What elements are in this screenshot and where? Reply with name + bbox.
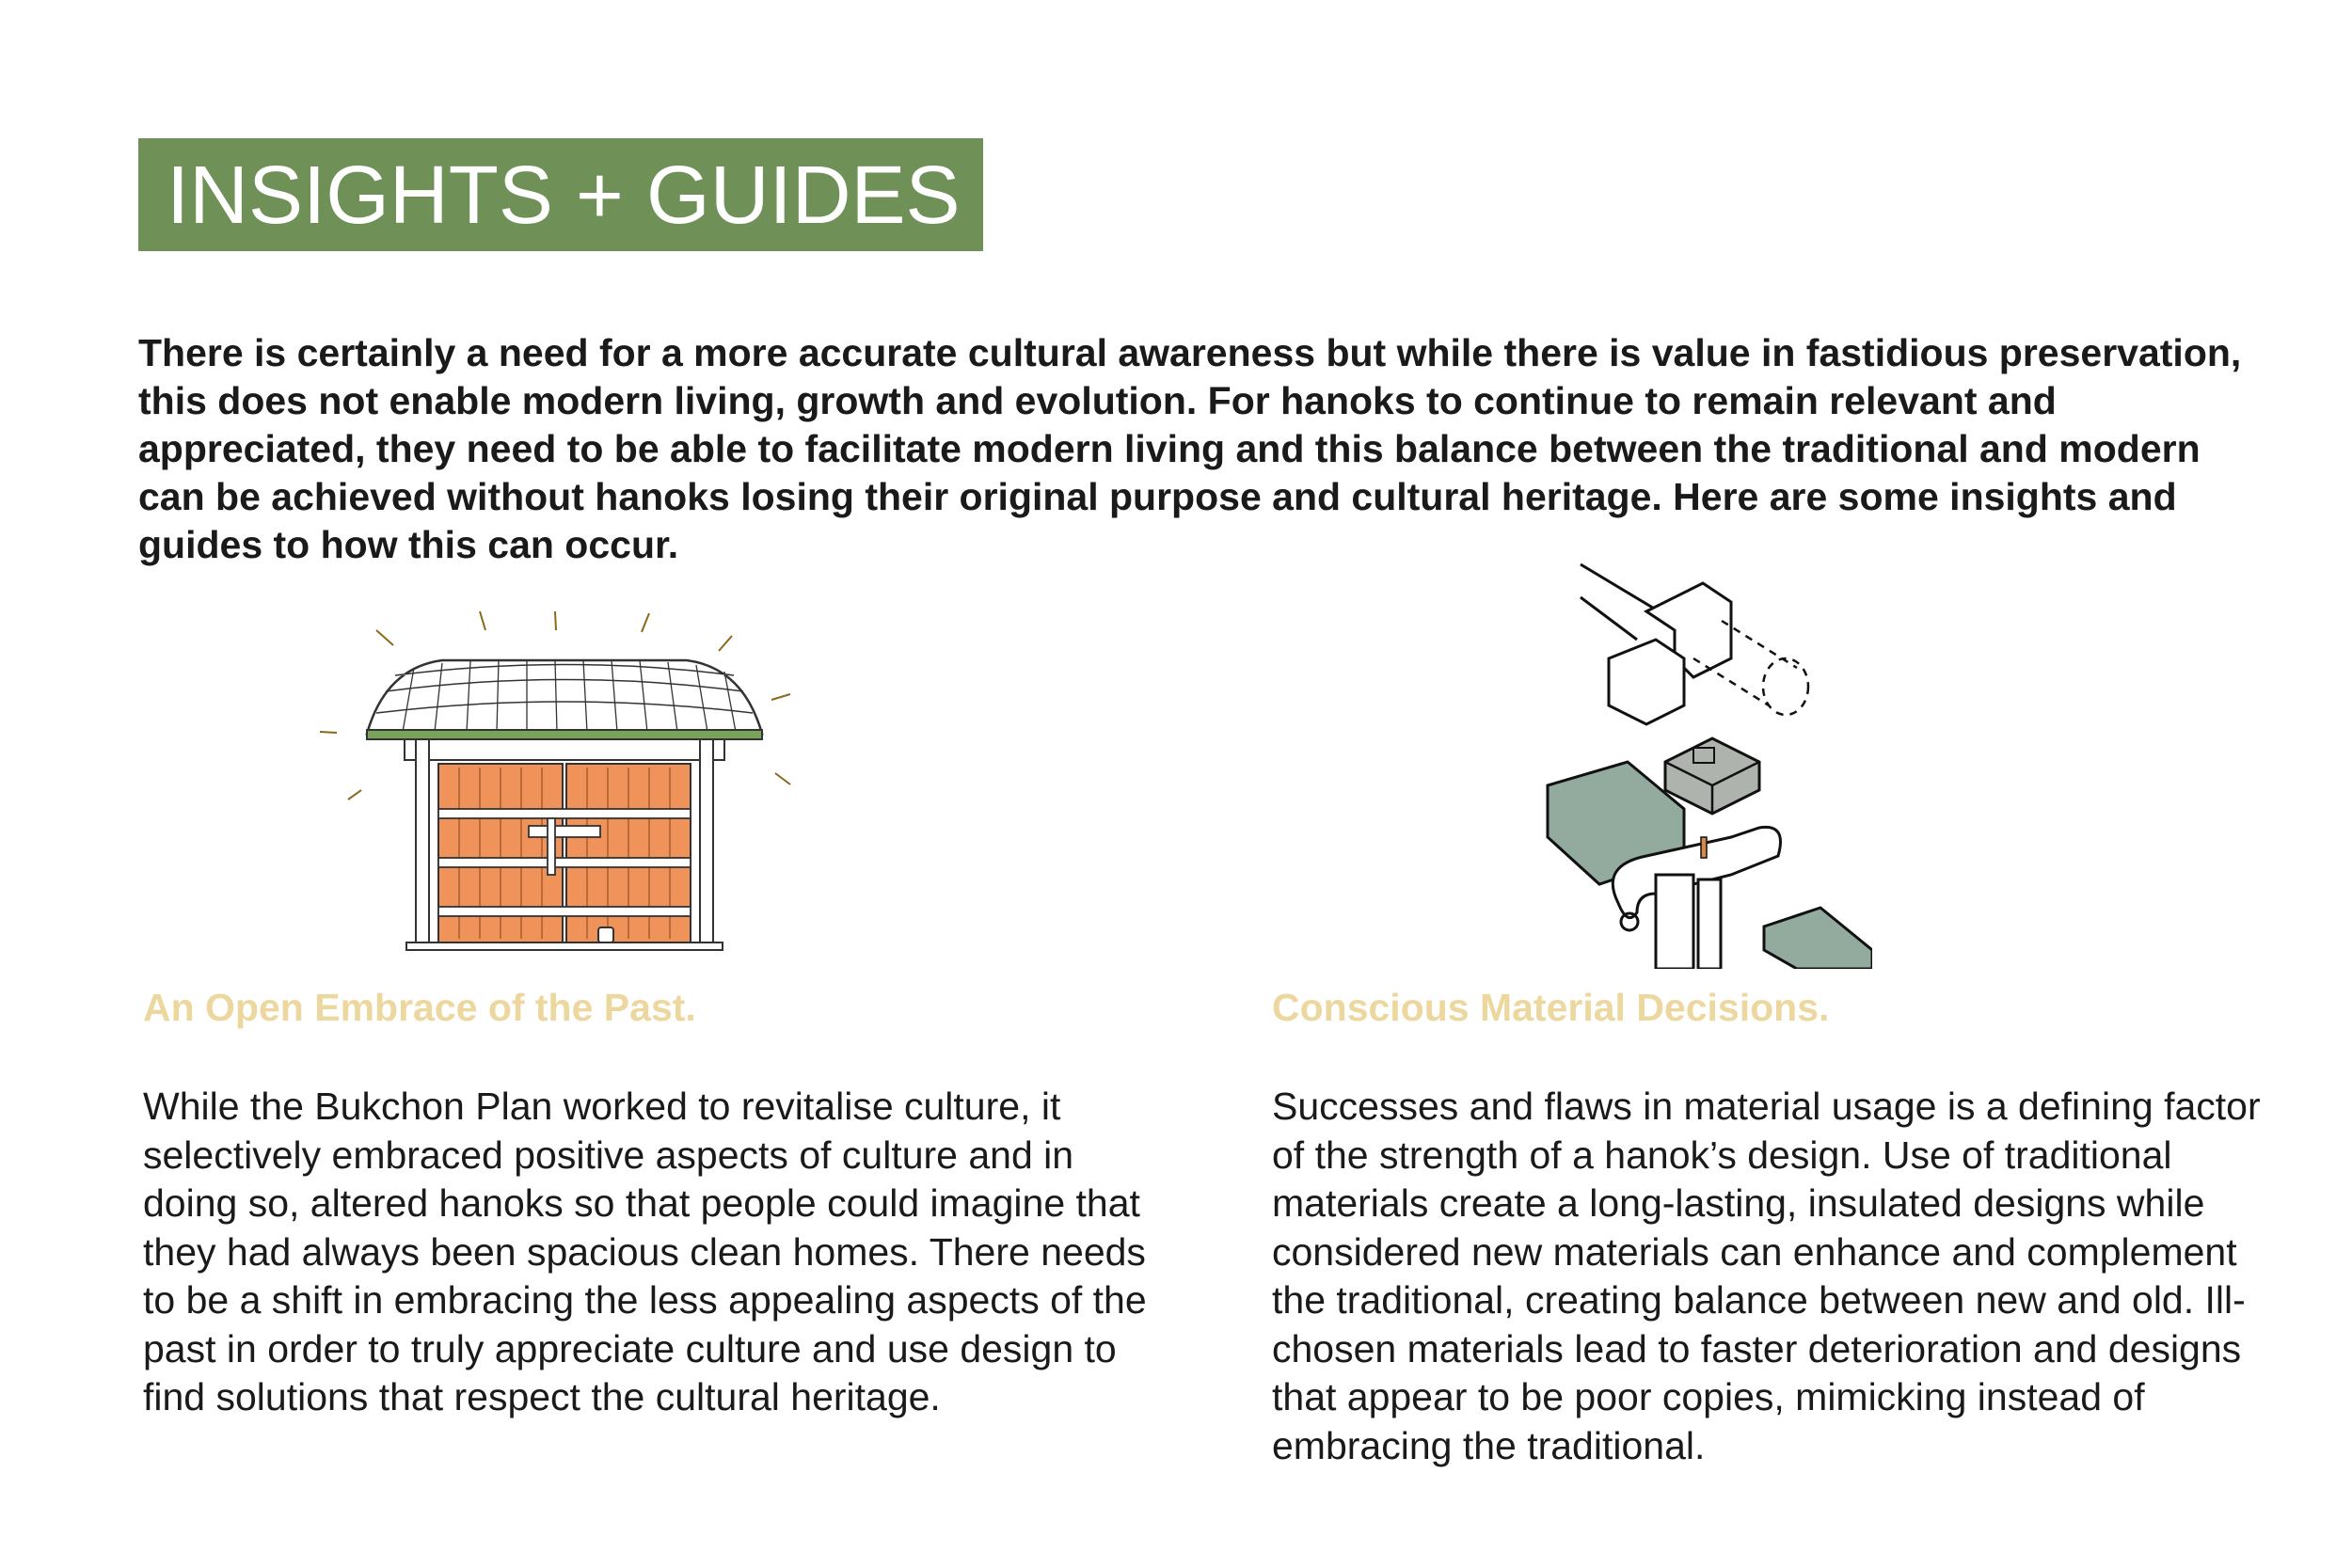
page-title: INSIGHTS + GUIDES — [167, 149, 961, 241]
section-body-past: While the Bukchon Plan worked to revitalise culture, it selectively embraced positive aspects of culture and in doing so, altered hanoks so that people could imagine that they had always been spacious clean homes. There needs to be a shift in embracing the less appealing aspects of the past in order to truly appreciate culture and use design to find solutions that respect the cultural heritage. — [143, 1085, 1147, 1418]
intro-paragraph: There is certainly a need for a more accurate cultural awareness but while there is value in fastidious preservation, this does not enable modern living, growth and evolution. For hanoks to continue to remain relevant and appreciated, they need to be able to facilitate modern living and this balance between the traditional and modern can be achieved without hanoks losing their original purpose and cultural heritage. Here are some insights and guides to how this can occur. — [138, 331, 2242, 566]
title-banner — [138, 138, 983, 251]
timber-joint-icon — [1543, 555, 1872, 969]
hanok-gate-icon — [301, 602, 828, 959]
section-heading-past: An Open Embrace of the Past. — [143, 986, 696, 1029]
section-heading-materials: Conscious Material Decisions. — [1272, 986, 1830, 1029]
section-body-materials: Successes and flaws in material usage is a defining factor of the strength of a hanok’s design. Use of traditional materials create a long-lasting, insulated designs while considered new materials can enhance and complement the traditional, creating balance between new and old. Ill-chosen materials lead to faster deterioration and designs that appear to be poor copies, mimicking instead of embracing the traditional. — [1272, 1085, 2261, 1467]
